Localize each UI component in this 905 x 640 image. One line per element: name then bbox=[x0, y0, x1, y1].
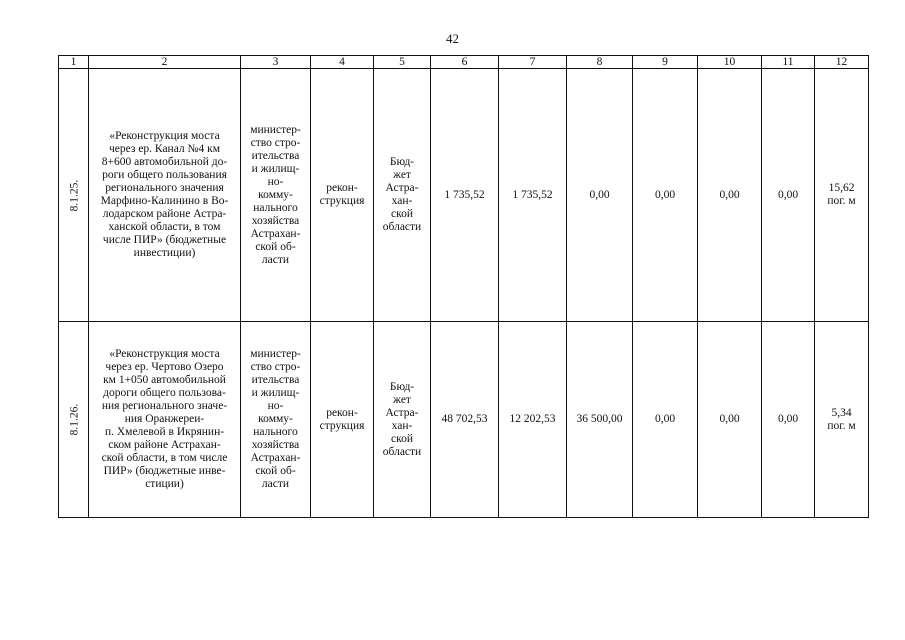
header-row bbox=[59, 56, 869, 69]
value-cell: 48 702,53 bbox=[431, 322, 499, 518]
responsible-organization: министер- ство стро- ительства и жилищ- но- комму- нального хозяйства Астрахан- ской об- ласти bbox=[241, 69, 311, 322]
table-row bbox=[59, 322, 869, 518]
value-cell: 0,00 bbox=[698, 322, 762, 518]
budget-table bbox=[58, 55, 869, 518]
work-type: рекон- струкция bbox=[311, 69, 374, 322]
value-cell: 1 735,52 bbox=[431, 69, 499, 322]
column-header: 8 bbox=[567, 56, 633, 69]
object-description: «Реконструкция моста через ер. Чертово Озеро км 1+050 автомобильной дороги общего пользова- ния регионального значе- ния Оранжереи- п. Хмелевой в Икрянин- ском районе Астрахан- ской области, в том числе ПИР» (бюджетные инве- стиции) bbox=[89, 322, 241, 518]
capacity-cell: 5,34 пог. м bbox=[815, 322, 869, 518]
page-number: 42 bbox=[446, 31, 459, 46]
column-header: 4 bbox=[311, 56, 374, 69]
column-header: 2 bbox=[89, 56, 241, 69]
column-header: 3 bbox=[241, 56, 311, 69]
column-header: 9 bbox=[633, 56, 698, 69]
object-description: «Реконструкция моста через ер. Канал №4 км 8+600 автомобильной до- роги общего пользования регионального значения Марфино-Калинино в Во- лодарском районе Астра- ханской области, в том числе ПИР» (бюджетные инвестиции) bbox=[89, 69, 241, 322]
value-cell: 0,00 bbox=[762, 69, 815, 322]
column-header: 11 bbox=[762, 56, 815, 69]
value-cell: 0,00 bbox=[698, 69, 762, 322]
table-row bbox=[59, 69, 869, 322]
column-header: 6 bbox=[431, 56, 499, 69]
column-header: 10 bbox=[698, 56, 762, 69]
work-type: рекон- струкция bbox=[311, 322, 374, 518]
funding-source: Бюд- жет Астра- хан- ской области bbox=[374, 322, 431, 518]
funding-source: Бюд- жет Астра- хан- ской области bbox=[374, 69, 431, 322]
column-header: 5 bbox=[374, 56, 431, 69]
value-cell: 36 500,00 bbox=[567, 322, 633, 518]
row-number: 8.1.26. bbox=[68, 403, 81, 436]
value-cell: 0,00 bbox=[762, 322, 815, 518]
capacity-cell: 15,62 пог. м bbox=[815, 69, 869, 322]
value-cell: 0,00 bbox=[633, 69, 698, 322]
column-header: 1 bbox=[59, 56, 89, 69]
value-cell: 0,00 bbox=[633, 322, 698, 518]
column-header: 12 bbox=[815, 56, 869, 69]
row-number: 8.1.25. bbox=[68, 179, 81, 211]
row-number-cell bbox=[59, 322, 89, 518]
responsible-organization: министер- ство стро- ительства и жилищ- но- комму- нального хозяйства Астрахан- ской об- ласти bbox=[241, 322, 311, 518]
column-header: 7 bbox=[499, 56, 567, 69]
value-cell: 0,00 bbox=[567, 69, 633, 322]
value-cell: 1 735,52 bbox=[499, 69, 567, 322]
row-number-cell bbox=[59, 69, 89, 322]
value-cell: 12 202,53 bbox=[499, 322, 567, 518]
